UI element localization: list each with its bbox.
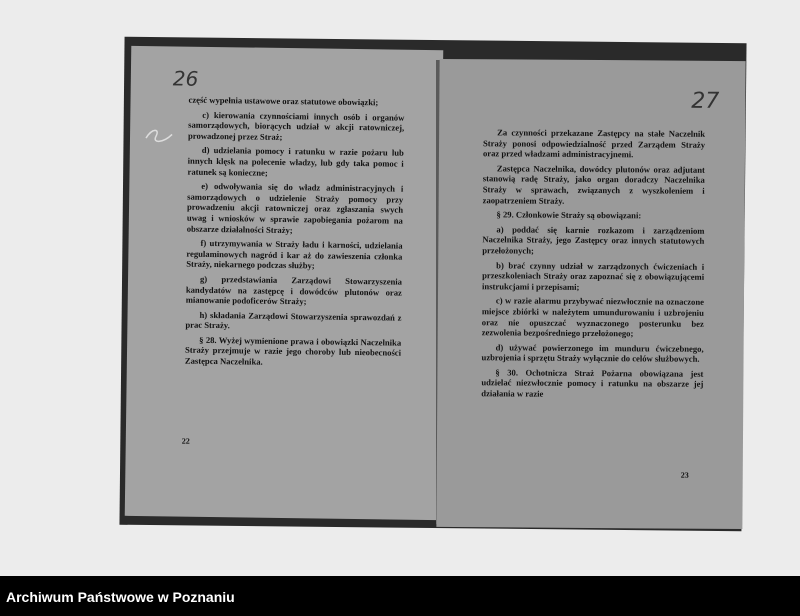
paragraph: § 30. Ochotnicza Straż Pożarna obowiązana jest udzielać niezwłocznie pomocy i ratunku na obszarze jej działania w razie — [481, 367, 704, 399]
paragraph: część wypełnia ustawowe oraz statutowe obowiązki; — [188, 94, 379, 108]
paragraph: Zastępca Naczelnika, dowódcy plutonów oraz adjutant stanowią radę Straży, jako organ doradczy Naczelnika Straży w sprawach, związanych z wyszkoleniem i zaopatrzeniem Straży. — [482, 163, 705, 206]
left-page-text — [185, 95, 405, 374]
paragraph: c) w razie alarmu przybywać niezwłocznie na oznaczone miejsce zbiórki w należytem umundurowaniu i uzbrojeniu oraz nie opuszczać wyznaczonego posterunku bez zezwolenia bezpośredniego przełożonego; — [481, 295, 704, 339]
footer-bar — [0, 576, 800, 616]
paragraph: § 28. Wyżej wymienione prawa i obowiązki Naczelnika Straży przejmuje w razie jego choroby lub nieobecności Zastępca Naczelnika. — [184, 334, 402, 367]
handwritten-page-number-right: 27 — [691, 88, 720, 114]
paragraph: Za czynności przekazane Zastępcy na stałe Naczelnik Straży ponosi odpowiedzialność przed Zarządem Straży oraz przed władzami administracyjnemi. — [482, 127, 706, 160]
pencil-mark — [142, 124, 176, 146]
paragraph: a) poddać się karnie rozkazom i zarządzeniom Naczelnika Straży, jego Zastępcy oraz innych statutowych przełożonych; — [482, 224, 705, 256]
paragraph: f) utrzymywania w Straży ładu i karności, udzielania regulaminowych nagród i kar aż do zawieszenia członka Straży, niekarnego podczas służby; — [186, 237, 403, 271]
page-number-left: 22 — [181, 436, 190, 446]
paragraph: § 29. Członkowie Straży są obowiązani: — [496, 209, 642, 221]
right-page-text — [481, 127, 705, 404]
left-page — [125, 46, 444, 520]
paragraph: h) składania Zarządowi Stowarzyszenia sprawozdań z prac Straży. — [185, 309, 402, 331]
paragraph: c) kierowania czynnościami innych osób i organów samorządowych, biorących udział w akcji ratowniczej, prowadzonej przez Straż; — [187, 109, 405, 142]
archive-name: Archiwum Państwowe w Poznaniu — [6, 589, 235, 605]
paragraph: e) odwoływania się do władz administracyjnych i samorządowych o udzielenie Straży pomocy przy prowadzeniu akcji ratowniczej oraz zgłaszania swych uwag i wniosków w sprawie zapobiegania pożarom na obszarze działalności Straży; — [186, 180, 404, 235]
paragraph: b) brać czynny udział w zarządzonych ćwiczeniach i przeszkoleniach Straży oraz zapoznać się z obowiązującemi instrukcjami i przepisami; — [482, 259, 705, 292]
paragraph: g) przedstawiania Zarządowi Stowarzyszenia kandydatów na zastępcę i dowódców plutonów oraz mianowanie podoficerów Straży; — [185, 273, 403, 307]
paragraph: d) udzielania pomocy i ratunku w razie pożaru lub innych klęsk na polecenie władzy, lub gdy taka pomoc i ratunek są konieczne; — [187, 145, 404, 178]
paragraph: d) używać powierzonego im munduru ćwiczebnego, uzbrojenia i sprzętu Straży wyłącznie do celów służbowych. — [481, 342, 704, 365]
page-number-right: 23 — [680, 470, 689, 480]
handwritten-page-number-left: 26 — [172, 66, 199, 91]
right-page — [436, 59, 745, 529]
